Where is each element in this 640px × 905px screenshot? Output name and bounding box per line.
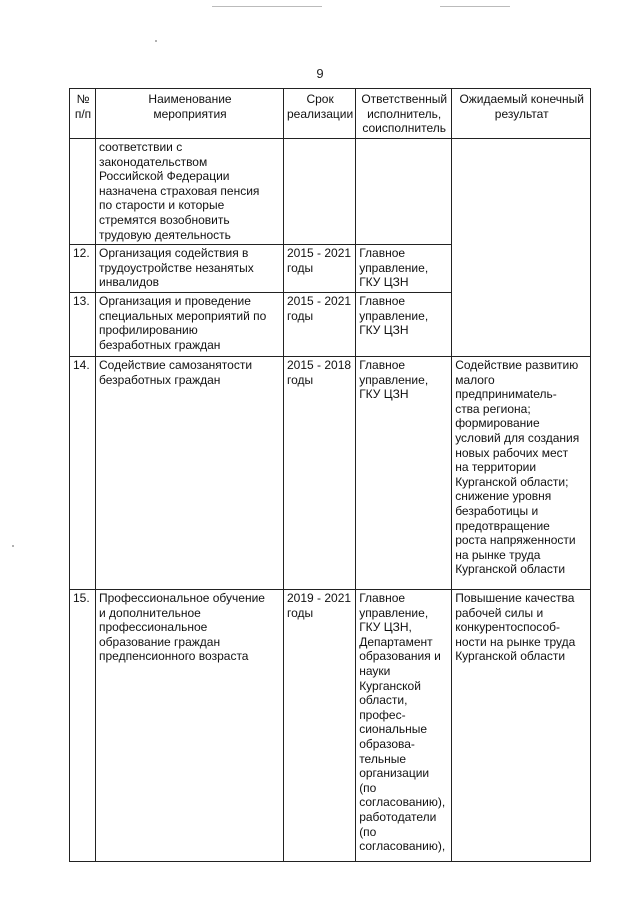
table-header-row bbox=[70, 89, 591, 139]
row-responsible: Главное управление, ГКУ ЦЗН bbox=[356, 357, 452, 590]
row-name: Организация содействия в трудоустройстве незанятых инвалидов bbox=[96, 245, 284, 293]
row-name: Содействие самозанятости безработных граждан bbox=[96, 357, 284, 590]
row-responsible: Главное управление, ГКУ ЦЗН, Департамент образования и науки Курганской области, профес- сиональные образова- тельные организации (по согласованию), работодатели (по согласованию), bbox=[356, 590, 452, 862]
row-responsible: Главное управление, ГКУ ЦЗН bbox=[356, 245, 452, 293]
row-num: 15. bbox=[70, 590, 96, 862]
row-name: Организация и проведение специальных мероприятий по профилированию безработных граждан bbox=[96, 293, 284, 357]
row-name: соответствии с законодательством Российской Федерации назначена страховая пенсия по старости и которые стремятся возобновить трудовую деятельность bbox=[96, 139, 284, 245]
row-term: 2019 - 2021 годы bbox=[284, 590, 356, 862]
row-num: 14. bbox=[70, 357, 96, 590]
measures-table bbox=[69, 88, 591, 862]
row-term: 2015 - 2021 годы bbox=[284, 245, 356, 293]
scan-artifact bbox=[440, 6, 510, 7]
row-responsible: Главное управление, ГКУ ЦЗН bbox=[356, 293, 452, 357]
scan-artifact bbox=[155, 40, 157, 42]
row-term: 2015 - 2021 годы bbox=[284, 293, 356, 357]
page-number: 9 bbox=[316, 66, 324, 81]
header-num: № п/п bbox=[70, 89, 96, 139]
scan-artifact bbox=[212, 6, 322, 7]
row-result: Содействие развитию малого предпринимatель- ства региона; формирование условий для создания новых рабочих мест на территории Курганской области; снижение уровня безработицы и предотвращение роста напряженности на рынке труда Курганской области bbox=[452, 357, 591, 590]
row-name: Профессиональное обучение и дополнительное профессиональное образование граждан предпенсионного возраста bbox=[96, 590, 284, 862]
header-result: Ожидаемый конечный результат bbox=[452, 89, 591, 139]
header-name: Наименование мероприятия bbox=[96, 89, 284, 139]
header-term: Срок реализации bbox=[284, 89, 356, 139]
row-responsible bbox=[356, 139, 452, 245]
row-term: 2015 - 2018 годы bbox=[284, 357, 356, 590]
row-result: Повышение качества рабочей силы и конкурентоспособ- ности на рынке труда Курганской области bbox=[452, 590, 591, 862]
row-term bbox=[284, 139, 356, 245]
table-row bbox=[70, 357, 591, 590]
row-num bbox=[70, 139, 96, 245]
scan-artifact bbox=[12, 545, 14, 547]
table-row bbox=[70, 590, 591, 862]
row-num: 12. bbox=[70, 245, 96, 293]
table-row bbox=[70, 139, 591, 245]
header-responsible: Ответственный исполнитель, соисполнитель bbox=[356, 89, 452, 139]
row-num: 13. bbox=[70, 293, 96, 357]
row-result bbox=[452, 139, 591, 357]
